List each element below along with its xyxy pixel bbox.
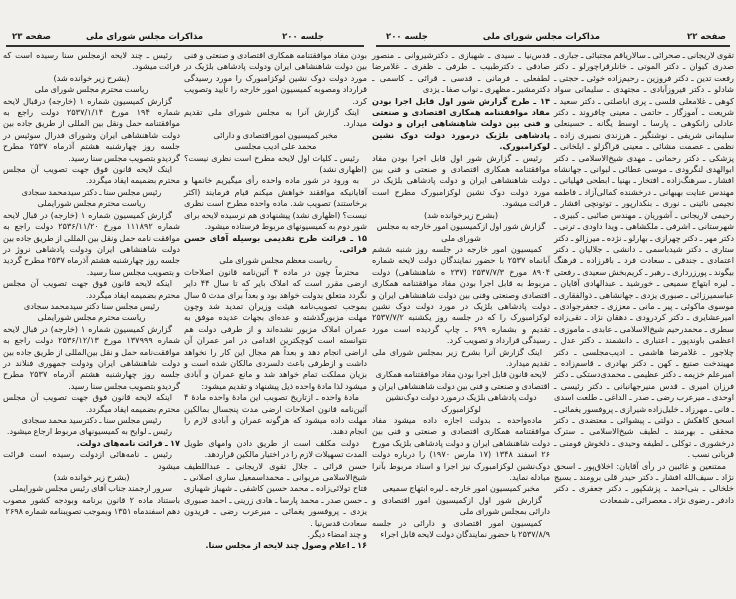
page-header — [376, 31, 730, 47]
paragraph: ماده‌واحده ـ بدولت اجازه داده میشود مفاد موافقتنامه همکاری اقتصادی و صنعتی و فنی بین دولت شاهنشاهی ایران و دولت پادشاهی بلژیک مورخ ۲۶ اسفند ۱۳۴۸ (۱۷ مارس ۱۹۷۰) را درباره دولت دوک‌نشین لوکزامبورک نیز اجرا و اسناد مربوط بآنرا مبادله نماید. — [372, 415, 550, 483]
paragraph: ریاست محترم مجلس شورای ملی — [34, 84, 149, 95]
text-column-left — [3, 50, 180, 518]
header-title: مذاکرات مجلس شورای ملی — [86, 32, 204, 42]
paragraph: ریاست معظم مجلس شورای ملی — [219, 255, 332, 266]
paragraph: قدس‌نیا ـ سیدی ـ شهبازی ـ دکترشیروانی ـ منصور صادقی ـ دکترطبیب ـ طرفی ـ ظفری ـ غلامرضا لطفعلی ـ فرمانی ـ قدسی ـ قرائی ـ کاسمی ـ دکترمشیر ـ مظهری ـ نواب صفا ـ یزدی — [372, 50, 550, 95]
paragraph: اینک گزارش آنرا بشرح زیر بمجلس شورای ملی تقدیم میدارد. — [372, 346, 550, 368]
paragraph: رئیس ـ گزارش شور اول قابل اجرا بودن مفاد موافقتنامه همکاری اقتصادی و صنعتی و فنی بین دولت شاهنشاهی ایران و دولت پادشاهی بلژیک در مورد دولت دوک نشین لوکزامبورک مطرح است قرائت میشود. — [372, 152, 550, 209]
paragraph: رئیس ـ چند لایحه ازمجلس سنا رسیده است که قرائت میشود. — [3, 50, 180, 72]
paragraph: رئیس مجلس سنا دکتر سیدمحمد سجادی — [23, 300, 160, 311]
paragraph: اینکه لایحه قانون فوق جهت تصویب آن مجلس محترم بضمیمه ایفاد میگردد. — [3, 278, 180, 300]
text-column-right — [184, 50, 367, 552]
paragraph: محمد علی ادیب مجلسی — [234, 141, 317, 152]
section-heading: ۱۷ ـ قرائت نامه‌های دولت. — [76, 437, 180, 448]
session-number: جلسه ۲۰۰ — [282, 32, 324, 42]
paragraph: رئیس ـ نامه‌هائی ازدولت رسیده است قرائت میشود — [3, 449, 180, 471]
page-header — [6, 31, 364, 47]
paragraph: کمیسیون امور اقتصادی و دارائی در جلسه ۲۵۳۷/۸/۹ با حضور نمایندگان دولت لایحه قابل اجراء — [372, 517, 550, 540]
paragraph: تقوی لاریجانی ـ صحرائی ـ سالاریاقم مجتبائی ـ جباری ـ صدری کیوان ـ دکتر الموتی ـ خانلرقراچورلو ـ دکتر رفعت تدین ـ دکتر فروزین ـ رحیم‌زاده خوئی ـ حجتی ـ شادلو ـ دکتر فیروزآبادی ـ مجتهدی ـ سلیمانی سواد کوهی ـ غلامعلی قلسی ـ پری اباصلتی ـ دکتر سعید ـ شریعت ـ آموزگار ـ حاتمی ـ معینی چافروند ـ دکتر عادلی زانکوهی ـ پارسا ـ اوسط یگانه ـ حسینعلی سلیمانی شریفی ـ نوشنگیر ـ هرزندی نصیری زاده ـ نظمی ـ عصمت مشائی ـ معینی قراگزلو ـ ایلخانی ـ پزشکی ـ دکتر رحمانی ـ مهدی شیخ‌الاسلامی ـ دکتر ابوالهدی لنگرودی ـ موسی عطائی ـ لبوانی ـ جهانشاه افشار ـ سرهنگ‌زاده ـ افتخار ـ بهنیا ـ ابطحی فهلیانی ـ مهندس عنایت بهبهانی ـ درخشنده کمالی‌آزاد ـ فاطمه نجیمی نائینی ـ نوری ـ بنکدارپور ـ توتونچی افشار ـ رحیمی لاریجانی ـ آشوریان ـ مهندس صائبی ـ کبیری ـ شهرستانی ـ اشرفی ـ ملکشاهی ـ ویدا داودی ـ ترنی ـ دکتر مهر ـ دکتر چهرازی ـ بهارلو ـ نژده ـ میرزالو ـ دکتر ستاری ـ دکتر شیدباسمی ـ دانشی ـ جلالیان ـ دکتر اعتمادی ـ جندقی ـ سعادت فرد ـ باقرزاده ـ فرهنگ بیگوند ـ پورزرداری ـ رهبر ـ کریم‌بخش سعیدی ـ رفعتی ـ لیره ابتهاج سمیعی ـ خورشید ـ عبدالهادی آقایان ـ عباسمیرزائی ـ صبوری یزدی ـ جهانشاهی ـ ذوالفقاری ـ موسوی ماکوئی ـ پیر ـ مانی ـ معززی ـ جعفرجوادی ـ امیرعشایری ـ دکتر کردرودی ـ دهقان نژاد ـ تقی‌زاده سطری ـ محمدرحیم شیخ‌الاسلامی ـ عابدی ـ ماموزی ـ اعظمی باوندپور ـ اعتباری ـ دانشمند ـ دکتر عدل ـ چلاجور ـ غلامرضا هاشمی ـ ادیب‌مجلسی ـ دکتر مهیندخت صنیع ـ کهن ـ دکتر بهادری ـ قاسم‌زاده ـ امیرعلم خزیمه ـ دکتر عظیمی ـ محمدی‌دستکی ـ دکتر فرزان امیری ـ قدس منیرجهانبانی ـ دکتر رئیسی ـ اوحدی ـ میرعرب رضی ـ صدر ـ الداغی ـ طلعت اسدی ـ فانی ـ مهرزاد ـ خلیل‌زاده شیرازی ـ پروفسور یغمائی ـ اسحق کاهکش ـ دولتی ـ پیشوائی ـ معتضدی ـ دکتر محققی ـ بهرمند ـ لطیف شیخ‌الاسلامی ـ سترک درخشوری ـ توکلی ـ لطیفه وحیدی ـ دلخوش فومنی ـ قربانی نسب . — [554, 50, 734, 460]
page-number: صفحه ۲۳ — [12, 32, 51, 42]
section-heading: ۱۴ ـ طرح گزارش شور اول قابل اجرا بودن مفاد موافقتنامه همکاری اقتصادی و صنعتی و فنی بین دولت شاهنشاهی ایران و دولت پادشاهی بلژیک درمورد دولت دوک نشین لوکزامبورک. — [372, 95, 550, 152]
paragraph: مادهٔ واحده ـ ازتاریخ تصویب این مادهٔ واحده مادهٔ ۴ آئین‌نامه قانون اصلاحات ارضی مدت پنجسال بمالکین مهلت داده میشود که هرگونه عمران و آبادی لازم را انجام دهند. — [184, 392, 367, 437]
paragraph: دولت مکلف است از طریق دادن وامهای طویل المدت تسهیلات لازم را در اختیار مالکین قراردهد. — [184, 437, 367, 460]
text-column-left — [372, 50, 550, 540]
paragraph: مخبر کمیسیون امور خارجه ـ لیره ابتهاج سمیعی — [382, 483, 540, 494]
paragraph: اینکه لایحه قانون فوق جهت تصویب آن مجلس محترم بضمیمه ایفاد میگردد. — [3, 392, 180, 414]
section-heading: ۱۶ ـ اعلام وصول چند لایحه از مجلس سنا. — [205, 540, 367, 551]
page-number: صفحه ۲۲ — [687, 32, 726, 42]
paragraph: بودن مفاد موافقتنامه همکاری اقتصادی و صنعتی و فنی بین دولت شاهنشاهی ایران ودولت پادشاهی بلژیک در مورد دولت دوک نشین لوکزامبورک را مورد رسیدگی قرارداد ومصوبه کمیسیون امور خارجه را تأیید وتصویب کرد. — [184, 50, 367, 106]
paragraph: اینک گزارش آنرا به مجلس شورای ملی تقدیم میدارد. — [184, 107, 367, 129]
paragraph: گزارش شور اول ازکمیسیون امور خارجه به مجلس شورای ملی — [376, 221, 546, 243]
header-title: مذاکرات مجلس شورای ملی — [482, 32, 600, 42]
paragraph: لایحه قانون قابل اجرا بودن مفاد موافقتنامه همکاری اقتصادی و صنعتی و فنی بین دولت شاهنشاهی ایران و دولت پادشاهی بلژیک درمورد دولت دوک‌نشین لوکزامبورک — [372, 369, 550, 414]
paragraph: گزارش شور اول ازکمیسیون امور اقتصادی و دارائی بمجلس شورای ملی — [372, 494, 550, 517]
paragraph: باستناد ماده ۲ قانون برنامه وبودجه کشور مصوب دهم اسفندماه ۱۳۵۱ وبموجب تصویبنامه شماره ۲۶۹۸ — [3, 494, 180, 517]
paragraph: ریاست محترم مجلس شورایملی — [37, 312, 146, 323]
paragraph: کمیسیون امور خارجه در جلسه روز شنبه ششم آبانماه ۲۵۳۷ با حضور نمایندگان دولت لایحه شماره ۸۹۰۴ مورخ ۲۵۳۷/۷/۳ (۲۳۷ ه شاهنشاهی) دولت مربوط به قابل اجرا بودن مفاد موافقتنامه همکاری اقتصادی وصنعتی وفنی بین دولت شاهنشاهی ایران و دولت پادشاهی بلژیک در مورد دولت دوک نشین لوکزامبورک را که در جلسه روز یکشنبه ۲۵۳۷/۷/۲ تقدیم و بشماره ۶۹۹ ـ چاپ گردیده است مورد رسیدگی قرارداد و تصویب کرد. — [372, 243, 550, 346]
paragraph: گزارش کمیسیون شماره ۱ (خارجه) درقبال لایحه شماره ۱۹۴ مورخ ۲۵۳۷/۱/۱۴ دولت راجع به موافقتنامه حمل ونقل بین المللی از طریق جاده بین دولت شاهنشاهی ایران وشورای فدرال سوئیس در جلسه روز چهارشنبه هشتم آذرماه ۲۵۳۷ مطرح گردیدو بتصویب مجلس سنا رسید. — [3, 95, 180, 163]
paragraph: ریاست محترم مجلس شورایملی — [37, 198, 146, 209]
paragraph: رئیس ـ لوایح به کمیسیونهای مربوط ارجاع میشود. — [6, 426, 172, 437]
paragraph: رئیس ـ کلیات اول لایحه مطرح است نظری نیست؟ (اظهاری نشد) — [184, 152, 367, 175]
session-number: جلسه ۲۰۰ — [386, 32, 428, 42]
paragraph: گزارش کمیسیون شماره ۱ (خارجه) در قبال لایحه شماره ۱۱۱۸۹۲ مورخ ۲۵۳۶/۱۱/۲۰ دولت راجع به موافقت نامه حمل ونقل بین المللی از طریق جاده بین دولت شاهنشاهی ایران ودولت پادشاهی نروژ در جلسه روز چهارشنبه هشتم آذرماه ۲۵۳۷ مطرح گردید و بتصویب مجلس سنا رسید. — [3, 209, 180, 277]
paragraph: حسن قرائی ـ جلال تقوی لاریجانی ـ عبداللطیف شیخ‌الاسلامی مریوانی ـ محمداسمعیل ساری اصلانی ـ فتاح تولائی‌زاده ـ محمد حسین کاشفی ـ شهباز شهبازی ـ حسن صدر ـ محمد پارسا ـ هادی زرینی ـ احمد صبوری یزدی ـ پروفسور یغمائی ـ میرعرب رضی ـ فریدون سعادت قدس‌نیا . — [184, 460, 367, 528]
paragraph: رئیس مجلس سنا ـ دکتر سیدمحمد سجادی — [21, 186, 162, 197]
section-heading: ۱۵ ـ قرائت طرح تقدیمی بوسیله آقای حسن قرائی. — [184, 232, 367, 254]
paragraph: مخبر کمیسیون اموراقتصادی و دارائی — [213, 129, 338, 140]
paragraph: و چند امضاء دیگر. — [307, 529, 367, 540]
paragraph: محترماً چون در ماده ۴ آئین‌نامه قانون اصلاحات ارضی مقرر است که املاک بایر که تا سال ۴۴ دایر نگردد متعلق بدولت خواهد بود و بعداً برای مدت ۵ سال بموجب تصویب‌نامه هیئت وزیران تمدید شد وچون مهلت مزبورگذشته و عده‌ای بجهات عدیده موفق به عمران املاک مزبور نشده‌اند و از طرفی دولت هم نتوانسته است کوچکترین اقدامی در امر عمران آن اراضی انجام دهد و بعداً هم مجال این کار را نخواهد داشت و ازطرفی باعث دلسردی مالکان شده است و بزیان مملکت تمام خواهد شد و مانع عمران و آبادی میشود لذا مادهٔ واحده ذیل پیشنهاد و تقدیم میشود: — [184, 266, 367, 391]
paragraph: گزارش کمیسیون شماره ۱ (خارجه) در قبال لایحه شماره ۱۳۷۹۹۹ مورخ ۲۵۳۶/۱۲/۱۳ دولت راجع به موافقت‌نامه حمل و نقل بین‌المللی از طریق جاده بین دولت شاهنشاهی ایران ودولت جمهوری فنلاند در جلسه روز چهارشنبه هشتم آذرماه ۲۵۳۷ مطرح گردیدو بتصویب مجلس سنا رسید. — [3, 323, 180, 391]
paragraph: (بشرح زیر خوانده شد) — [53, 72, 130, 83]
paragraph: اینک لایحه قانون فوق جهت تصویب آن مجلس محترم بضمیمه ایفاد میگردد. — [3, 164, 180, 186]
paragraph: سرور ارجمند جناب آقای رئیس مجلس شورایملی — [9, 483, 172, 494]
paragraph: به ورود در شور ماده واحده رأی میگیریم خانمها و آقایانیکه موافقند خواهش میکنم قیام فرمایند (اکثر برخاستند) تصویب شد. ماده واحده مطرح است نظری نیست؟ (اظهاری نشد) پیشنهادی هم نرسیده لایحه برای شور دوم به کمیسیونهای مربوط فرستاده میشود. — [184, 175, 367, 232]
paragraph: (بشرح زیر خوانده شد) — [53, 472, 130, 483]
text-column-right — [554, 50, 734, 506]
paragraph: (بشرح زیرخوانده شد) — [423, 209, 499, 220]
paragraph: رئیس مجلس سنا ـ دکترسید محمد سجادی — [21, 415, 162, 425]
paragraph: ممتنعین و غائبین در رأی آقایان: اخلاق‌پور ـ اسحق نژاد ـ سیف‌الله افشار ـ دکتر حیدر قلی برومند ـ بسیج خلخالی ـ بنی‌احمد ـ پزشکپور ـ دکتر جعفری ـ دکتر دادفر ـ رضوی نژاد ـ معصرائی ـ شمعادت — [554, 460, 734, 505]
